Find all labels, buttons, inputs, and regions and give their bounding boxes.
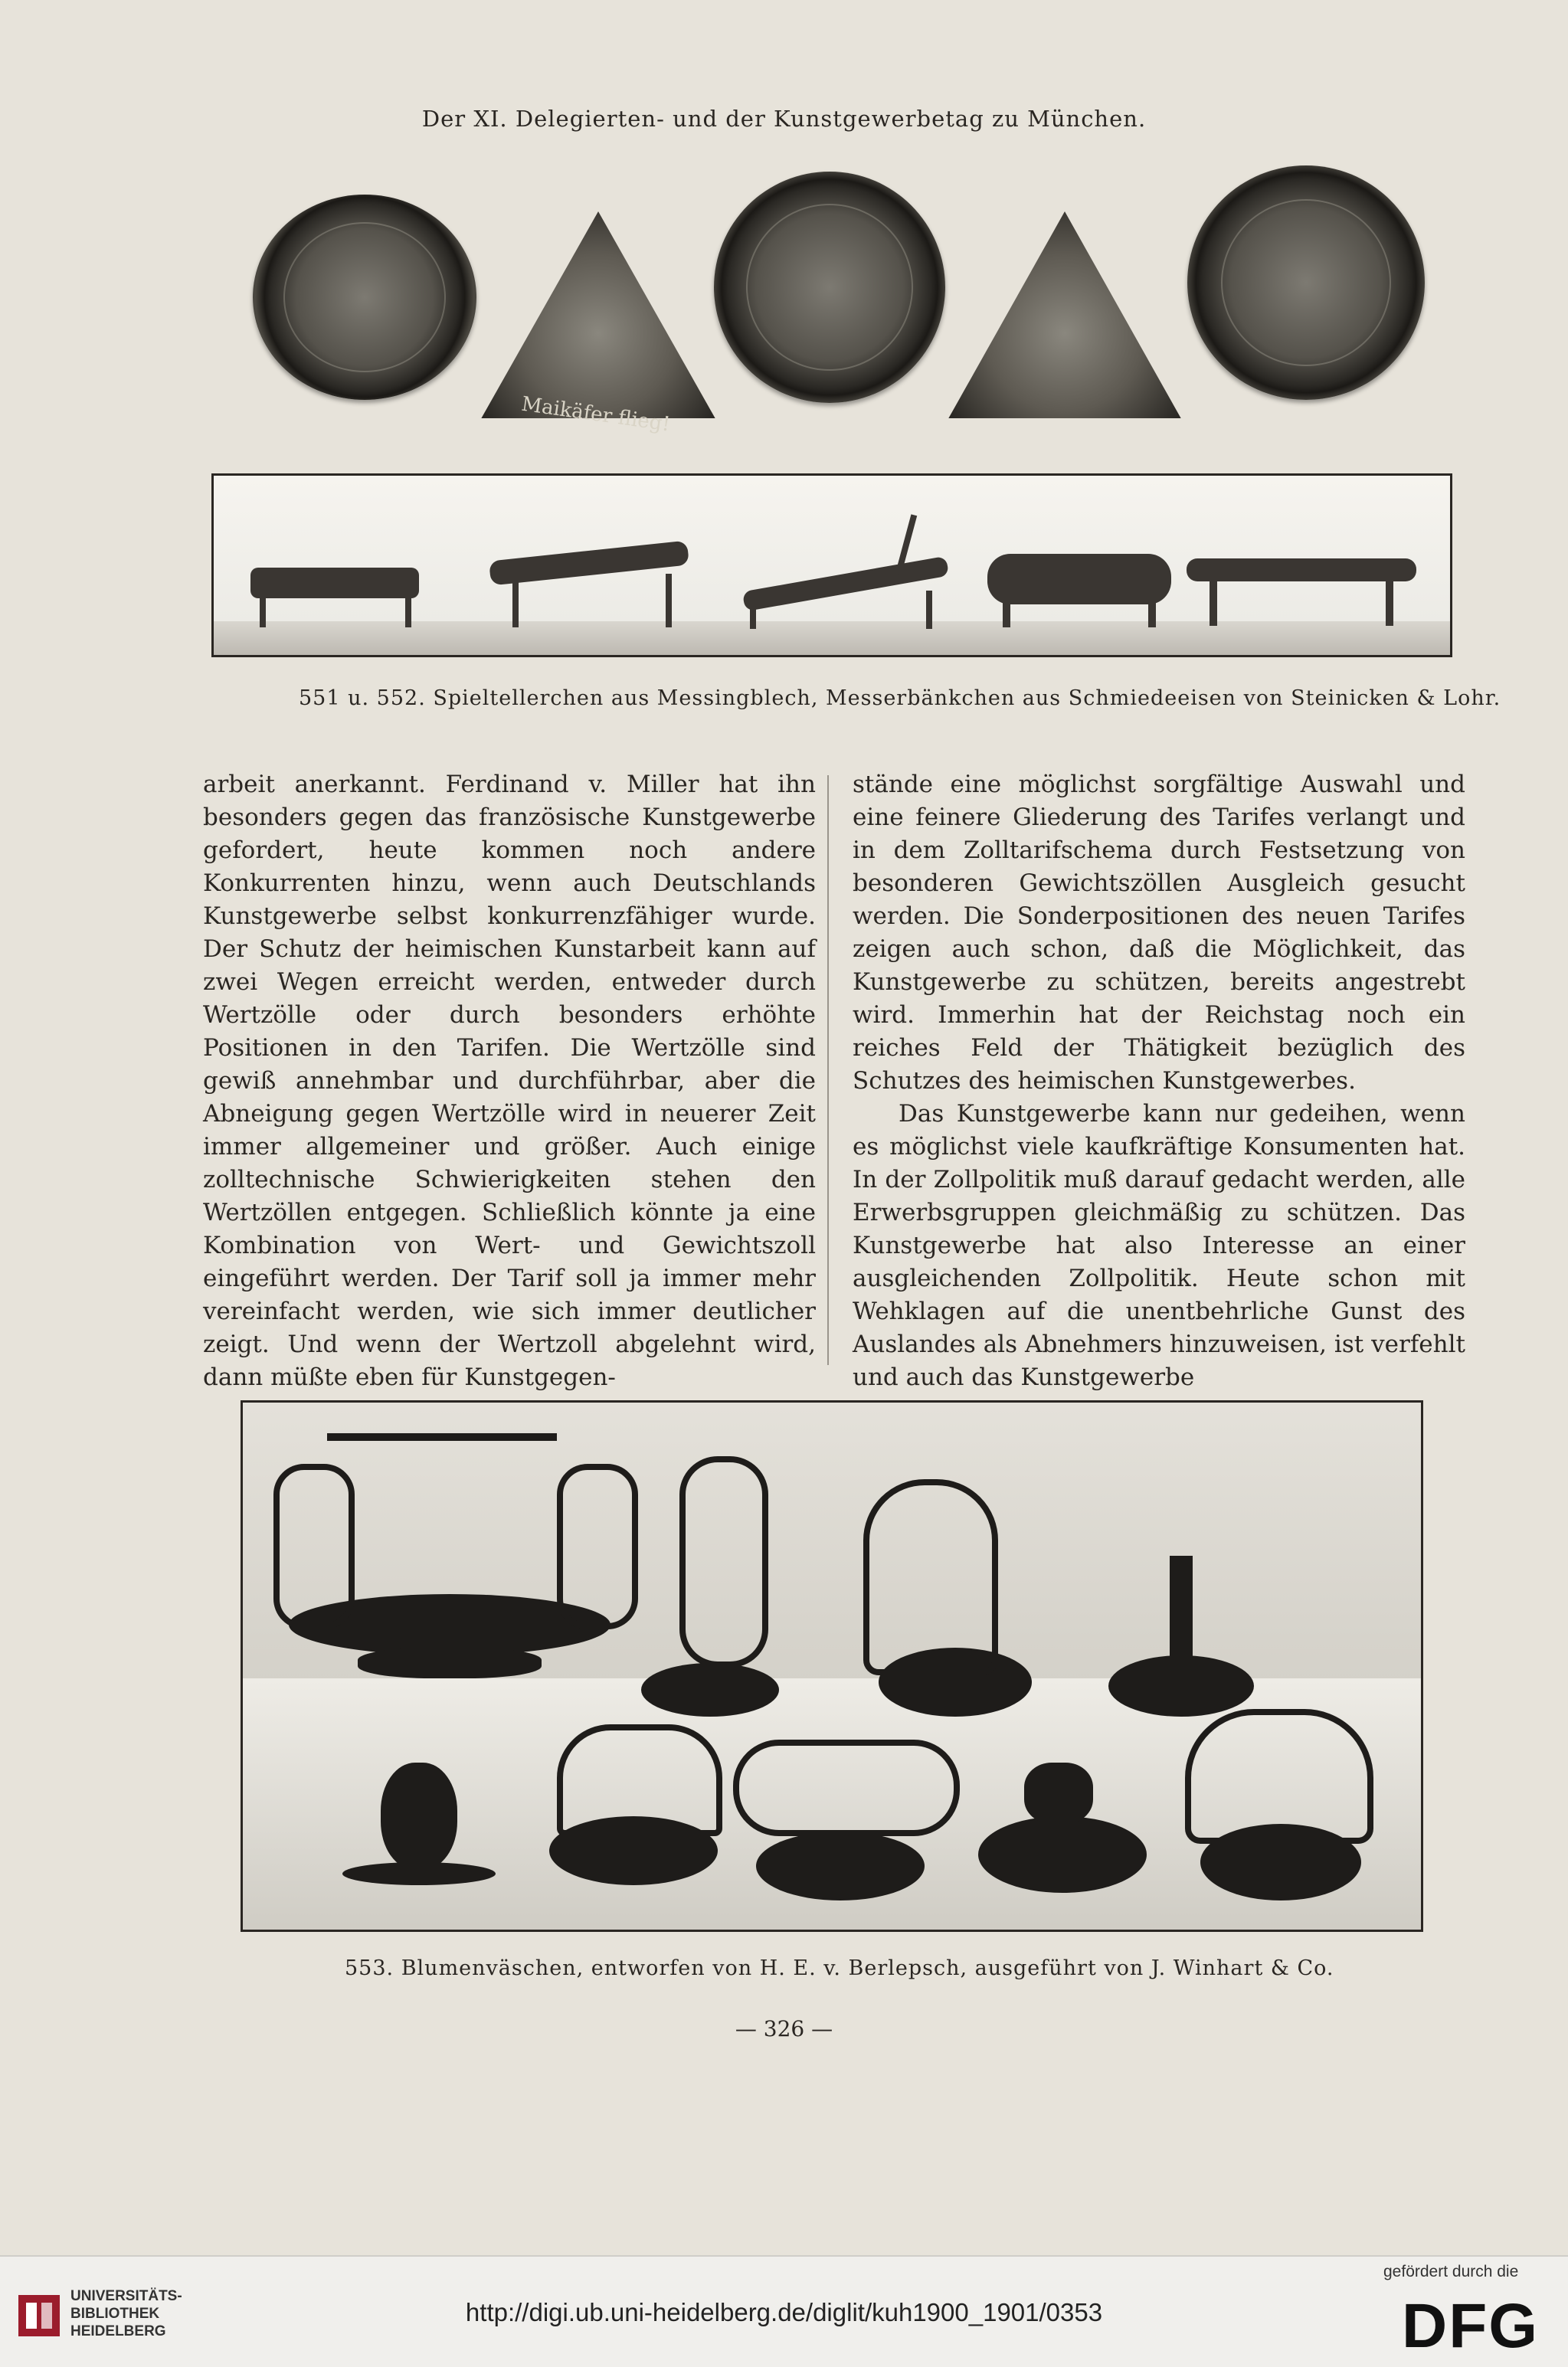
plate-1 <box>253 195 476 400</box>
vase-7 <box>756 1832 925 1900</box>
plate-inscription: Maikäfer flieg! <box>519 392 672 437</box>
animal-dachshund <box>1187 558 1416 581</box>
vase-2 <box>641 1663 779 1717</box>
running-title: Der XI. Delegierten- und der Kunstgewerbetag zu München. <box>421 106 1147 132</box>
figure-caption-553: 553. Blumenväschen, entworfen von H. E. v. Berlepsch, ausgeführt von J. Winhart & Co. <box>345 1956 1334 1980</box>
text-column-left <box>203 768 816 1394</box>
paragraph: stände eine möglichst sorgfältige Auswahl und eine feinere Gliederung des Tarifes verlangt und in dem Zolltarifschema durch Festsetzung von besonderen Gewichtszöllen Ausgleich gesucht werden. Die Sonderpositionen des neuen Tarifes zeigen auch schon, daß die Möglichkeit, das Kunstgewerbe zu schützen, bereits angestrebt wird. Immerhin hat der Reichstag noch ein reiches Feld der Thätigkeit bezüglich des Schutzes des heimischen Kunstgewerbes. <box>853 771 1465 1095</box>
page-number: — 326 — <box>735 2016 833 2041</box>
text-column-right <box>853 768 1465 1394</box>
column-divider <box>827 775 829 1365</box>
flower-vases-photo <box>241 1400 1423 1932</box>
plate-4 <box>944 207 1186 437</box>
library-name-line: BIBLIOTHEK <box>70 2306 160 2322</box>
dfg-logo[interactable]: DFG <box>1402 2291 1540 2361</box>
plate-2 <box>476 207 720 437</box>
vase-5 <box>381 1763 457 1870</box>
animal-pig <box>987 554 1171 604</box>
plates-photo <box>247 161 1426 437</box>
paragraph: Das Kunstgewerbe kann nur gedeihen, wenn es möglichst viele kaufkräftige Konsumenten hat. In der Zollpolitik muß darauf gedacht werden, alle Erwerbsgruppen gleichmäßig zu schützen. Das Kunstgewerbe hat also Interesse an einer ausgleichenden Zollpolitik. Heute schon mit Wehklagen auf die unentbehrliche Gunst des Auslandes als Abnehmers hinzuweisen, ist verfehlt und auch das Kunstgewerbe <box>853 1100 1465 1391</box>
library-name-line: UNIVERSITÄTS- <box>70 2288 182 2304</box>
vase-8 <box>978 1816 1147 1893</box>
paragraph: arbeit anerkannt. Ferdinand v. Miller hat ihn besonders gegen das französische Kunstgewerbe gefordert, heute kommen noch andere Konkurrenten hinzu, wenn auch Deutschlands Kunstgewerbe selbst konkurrenzfähiger wurde. Der Schutz der heimischen Kunstarbeit kann auf zwei Wegen erreicht werden, entweder durch Wertzölle oder durch besonders erhöhte Positionen in den Tarifen. Die Wertzölle sind gewiß annehmbar und durchführbar, aber die Abneigung gegen Wertzölle wird in neuerer Zeit immer allgemeiner und größer. Auch einige zolltechnische Schwierigkeiten stehen den Wertzöllen entgegen. Schließlich könnte ja eine Kombination von Wert- und Gewichtszoll eingeführt werden. Der Tarif soll ja immer mehr vereinfacht werden, wie sich immer deutlicher zeigt. Und wenn der Wertzoll abgelehnt wird, dann müßte eben für Kunstgegen- <box>203 771 816 1391</box>
vase-4 <box>1108 1655 1254 1717</box>
animal-bull <box>250 568 419 598</box>
permalink-url[interactable]: http://digi.ub.uni-heidelberg.de/diglit/kuh1900_1901/0353 <box>465 2298 1103 2326</box>
plate-5 <box>1187 165 1425 400</box>
figure-caption-551-552: 551 u. 552. Spieltellerchen aus Messingblech, Messerbänkchen aus Schmiedeeisen von Steinicken & Lohr. <box>299 686 1501 710</box>
library-name-line: HEIDELBERG <box>70 2323 166 2339</box>
plate-3 <box>714 172 945 403</box>
knife-rests-photo <box>211 473 1452 657</box>
funding-note: gefördert durch die <box>1383 2263 1519 2280</box>
